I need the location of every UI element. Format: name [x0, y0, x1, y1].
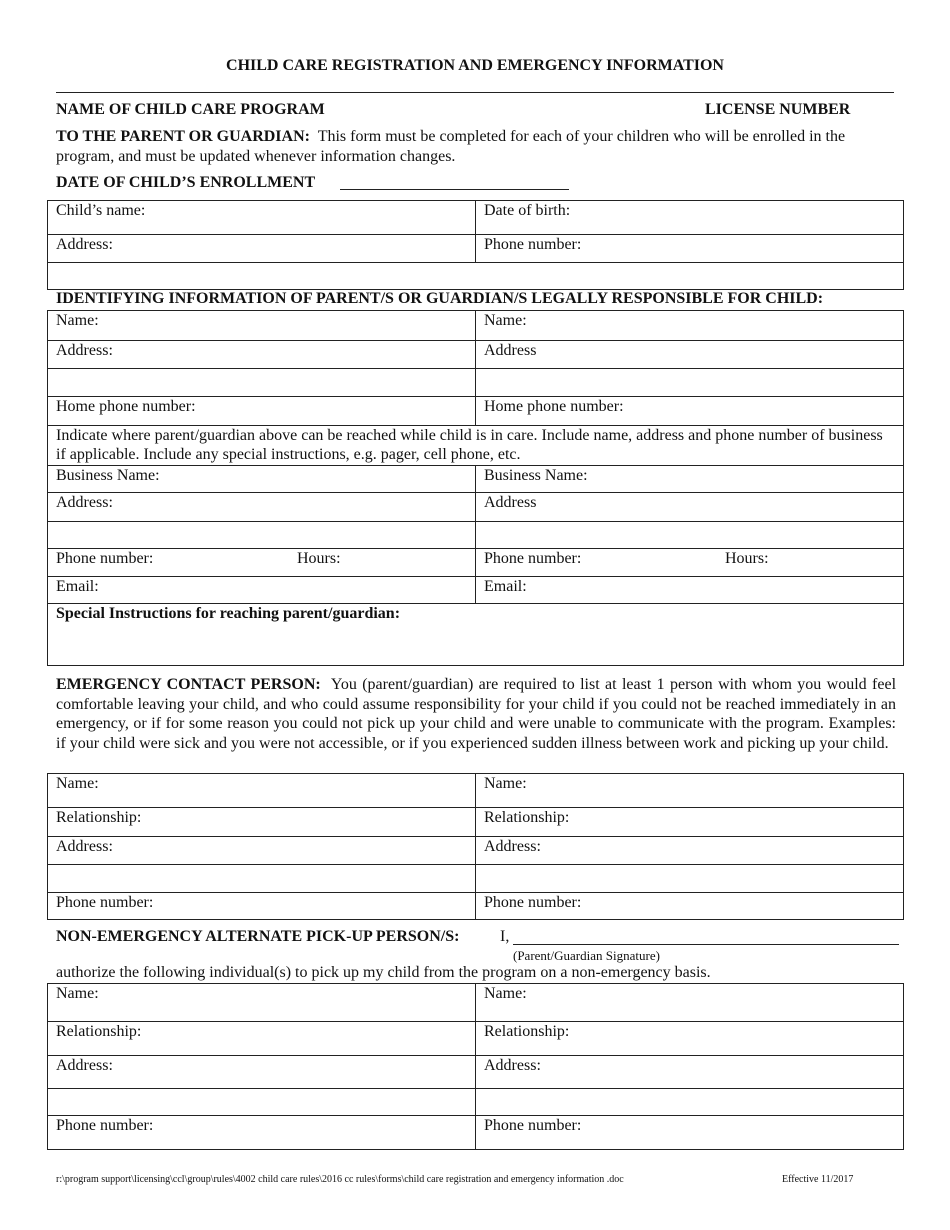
- parent1-business-address-continued-field[interactable]: [48, 522, 476, 549]
- parent2-business-address-field[interactable]: [476, 493, 904, 522]
- pickup2-relationship-label: Relationship:: [484, 1023, 570, 1040]
- emergency2-name-field[interactable]: [476, 774, 904, 808]
- parent1-address-label: Address:: [56, 342, 113, 359]
- parent2-business-name-label: Business Name:: [484, 467, 588, 484]
- emergency1-address-field[interactable]: [48, 837, 476, 865]
- emergency2-phone-label: Phone number:: [484, 894, 582, 911]
- child-phone-field[interactable]: [476, 235, 904, 263]
- pickup-table: [47, 983, 904, 1150]
- pickup1-address-label: Address:: [56, 1057, 113, 1074]
- emergency1-phone-label: Phone number:: [56, 894, 154, 911]
- child-address-field[interactable]: [48, 235, 476, 263]
- emergency1-name-label: Name:: [56, 775, 99, 792]
- emergency-paragraph: [56, 675, 896, 753]
- pickup2-name-field[interactable]: [476, 984, 904, 1022]
- emergency2-name-label: Name:: [484, 775, 527, 792]
- parent2-business-address-label: Address: [484, 494, 537, 511]
- pickup1-name-field[interactable]: [48, 984, 476, 1022]
- parent1-business-name-label: Business Name:: [56, 467, 160, 484]
- emergency2-address-label: Address:: [484, 838, 541, 855]
- special-instructions-label: Special Instructions for reaching parent/guardian:: [56, 605, 401, 622]
- parent1-business-address-field[interactable]: [48, 493, 476, 522]
- form-title: CHILD CARE REGISTRATION AND EMERGENCY INFORMATION: [226, 57, 724, 74]
- parent2-home-phone-label: Home phone number:: [484, 398, 624, 415]
- child-address-label: Address:: [56, 236, 113, 253]
- parent2-hours-label: Hours:: [725, 550, 769, 567]
- emergency-lead: EMERGENCY CONTACT PERSON:: [56, 676, 321, 693]
- parent2-name-field[interactable]: [476, 311, 904, 341]
- intro-paragraph: [56, 127, 896, 167]
- license-number-label: LICENSE NUMBER: [705, 101, 851, 118]
- child-name-label: Child’s name:: [56, 202, 146, 219]
- special-instructions-field[interactable]: [48, 604, 904, 666]
- pickup1-relationship-label: Relationship:: [56, 1023, 142, 1040]
- reach-instructions-cell: [48, 426, 904, 466]
- parent1-home-phone-label: Home phone number:: [56, 398, 196, 415]
- footer-effective-date: Effective 11/2017: [782, 1174, 854, 1185]
- child-address-continued-field[interactable]: [48, 263, 904, 290]
- parents-heading: IDENTIFYING INFORMATION OF PARENT/S OR GUARDIAN/S LEGALLY RESPONSIBLE FOR CHILD:: [56, 290, 824, 307]
- pickup2-address-field[interactable]: [476, 1056, 904, 1089]
- pickup-heading: NON-EMERGENCY ALTERNATE PICK-UP PERSON/S:: [56, 928, 460, 945]
- emergency2-relationship-field[interactable]: [476, 808, 904, 837]
- emergency1-phone-field[interactable]: [48, 893, 476, 920]
- emergency1-address-label: Address:: [56, 838, 113, 855]
- child-phone-label: Phone number:: [484, 236, 582, 253]
- parent1-hours-label: Hours:: [297, 550, 341, 567]
- emergency2-address-continued-field[interactable]: [476, 865, 904, 893]
- parent2-name-label: Name:: [484, 312, 527, 329]
- parent1-address-continued-field[interactable]: [48, 369, 476, 397]
- parent1-business-phone-field[interactable]: [48, 549, 476, 577]
- parent2-address-field[interactable]: [476, 341, 904, 369]
- parent2-business-name-field[interactable]: [476, 466, 904, 493]
- parent1-business-phone-label: Phone number:: [56, 550, 154, 567]
- emergency1-relationship-field[interactable]: [48, 808, 476, 837]
- emergency1-name-field[interactable]: [48, 774, 476, 808]
- reach-instructions-text: Indicate where parent/guardian above can be reached while child is in care. Include name, address and phone number of business if applicable. Include any special instructions, e.g. pager, cell phone, etc.: [56, 427, 883, 463]
- emergency1-address-continued-field[interactable]: [48, 865, 476, 893]
- pickup2-phone-field[interactable]: [476, 1116, 904, 1150]
- parent-signature-line[interactable]: [513, 944, 899, 945]
- signature-caption: (Parent/Guardian Signature): [513, 948, 660, 963]
- pickup1-name-label: Name:: [56, 985, 99, 1002]
- emergency2-address-field[interactable]: [476, 837, 904, 865]
- parent2-home-phone-field[interactable]: [476, 397, 904, 426]
- parent1-email-label: Email:: [56, 578, 99, 595]
- parent1-home-phone-field[interactable]: [48, 397, 476, 426]
- child-info-table: [47, 200, 904, 290]
- parents-table: [47, 310, 904, 666]
- program-name-line[interactable]: [56, 92, 894, 93]
- pickup1-address-continued-field[interactable]: [48, 1089, 476, 1116]
- footer-file-path: r:\program support\licensing\ccl\group\rules\4002 child care rules\2016 cc rules\forms\child care registration and emergency information .doc: [56, 1174, 624, 1185]
- intro-text: This form must be completed for each of your children who will be enrolled in the program, and must be updated whenever information changes.: [56, 128, 846, 165]
- parent1-business-name-field[interactable]: [48, 466, 476, 493]
- parent2-email-label: Email:: [484, 578, 527, 595]
- child-name-field[interactable]: [48, 201, 476, 235]
- pickup1-address-field[interactable]: [48, 1056, 476, 1089]
- pickup2-relationship-field[interactable]: [476, 1022, 904, 1056]
- parent2-business-address-continued-field[interactable]: [476, 522, 904, 549]
- parent1-name-field[interactable]: [48, 311, 476, 341]
- parent2-address-label: Address: [484, 342, 537, 359]
- emergency1-relationship-label: Relationship:: [56, 809, 142, 826]
- parent1-email-field[interactable]: [48, 577, 476, 604]
- parent1-name-label: Name:: [56, 312, 99, 329]
- emergency2-phone-field[interactable]: [476, 893, 904, 920]
- pickup-i-text: I,: [500, 928, 510, 945]
- parent1-address-field[interactable]: [48, 341, 476, 369]
- parent2-business-phone-field[interactable]: [476, 549, 904, 577]
- parent1-business-address-label: Address:: [56, 494, 113, 511]
- pickup2-phone-label: Phone number:: [484, 1117, 582, 1134]
- emergency-text: You (parent/guardian) are required to list at least 1 person with whom you would feel comfortable leaving your child, and who could assume responsibility for your child if you could not be reached immediately in an emergency, or if for some reason you could not pick up your child and were unable to communicate with the program. Examples: if your child were sick and you were not accessible, or if you experienced sudden illness between work and picking up your child.: [56, 676, 897, 752]
- intro-lead: TO THE PARENT OR GUARDIAN:: [56, 128, 310, 145]
- enrollment-date-field[interactable]: [340, 189, 569, 190]
- emergency2-relationship-label: Relationship:: [484, 809, 570, 826]
- pickup2-address-label: Address:: [484, 1057, 541, 1074]
- pickup2-name-label: Name:: [484, 985, 527, 1002]
- parent2-address-continued-field[interactable]: [476, 369, 904, 397]
- parent2-business-phone-label: Phone number:: [484, 550, 582, 567]
- child-dob-field[interactable]: [476, 201, 904, 235]
- pickup1-phone-label: Phone number:: [56, 1117, 154, 1134]
- enrollment-date-label: DATE OF CHILD’S ENROLLMENT: [56, 174, 316, 191]
- emergency-contact-table: [47, 773, 904, 920]
- parent2-email-field[interactable]: [476, 577, 904, 604]
- program-name-label: NAME OF CHILD CARE PROGRAM: [56, 101, 325, 118]
- pickup1-relationship-field[interactable]: [48, 1022, 476, 1056]
- child-dob-label: Date of birth:: [484, 202, 571, 219]
- authorize-text: authorize the following individual(s) to pick up my child from the program on a non-emergency basis.: [56, 964, 711, 981]
- pickup2-address-continued-field[interactable]: [476, 1089, 904, 1116]
- pickup1-phone-field[interactable]: [48, 1116, 476, 1150]
